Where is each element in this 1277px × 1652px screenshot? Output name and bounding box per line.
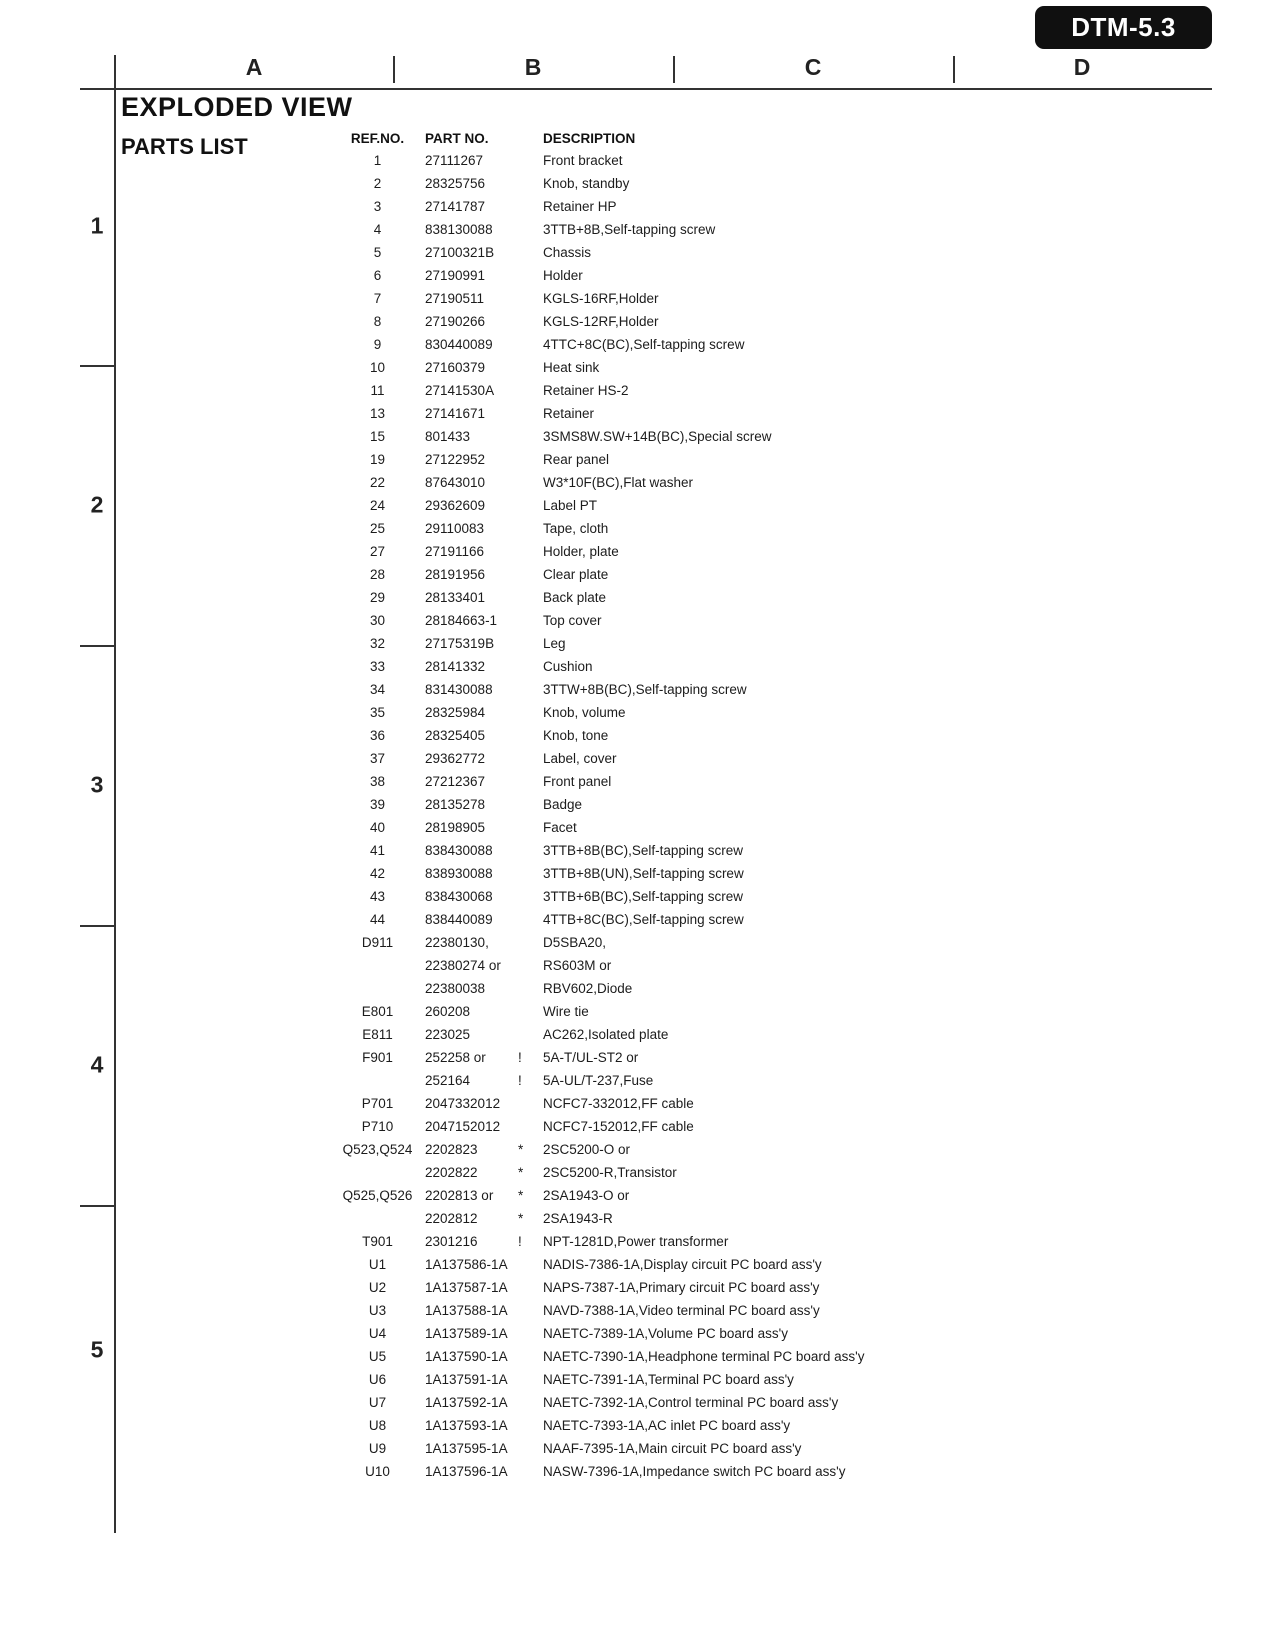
description-cell: 3TTW+8B(BC),Self-tapping screw [543, 682, 747, 697]
grid-row-label: 1 [90, 212, 104, 239]
description-cell: 2SA1943-R [543, 1211, 613, 1226]
ref-no-cell: 29 [369, 590, 386, 605]
ref-no-cell: 30 [369, 613, 386, 628]
part-no-cell: 27212367 [425, 774, 486, 789]
grid-column-label: D [1073, 54, 1091, 80]
ref-no-cell: 6 [373, 268, 382, 283]
grid-column-label: A [245, 54, 263, 80]
part-no-cell: 22380130, [425, 935, 489, 950]
ref-no-cell: 43 [369, 889, 386, 904]
part-no-cell: 27111267 [425, 153, 484, 168]
table-row [330, 586, 1063, 609]
table-row [330, 701, 1063, 724]
part-no-cell: 22380274 or [425, 958, 501, 973]
table-row [330, 609, 1063, 632]
description-cell: Chassis [543, 245, 592, 260]
table-row [330, 1276, 1063, 1299]
ref-no-cell: U8 [368, 1418, 387, 1433]
table-row [330, 1000, 1063, 1023]
ref-no-header: REF.NO. [350, 131, 405, 146]
part-no-cell: 830440089 [425, 337, 493, 352]
flag-cell: * [518, 1165, 524, 1180]
ref-no-cell: 39 [369, 797, 386, 812]
part-no-cell: 1A137586-1A [425, 1257, 508, 1272]
ref-no-cell: U6 [368, 1372, 387, 1387]
grid-row-tick [80, 365, 116, 367]
table-row [330, 356, 1063, 379]
description-cell: 3SMS8W.SW+14B(BC),Special screw [543, 429, 772, 444]
model-badge: DTM-5.3 [1035, 6, 1212, 49]
table-row [330, 1161, 1063, 1184]
table-row [330, 1460, 1063, 1483]
ref-no-cell: 42 [369, 866, 386, 881]
part-no-cell: 27190991 [425, 268, 486, 283]
table-row [330, 218, 1063, 241]
part-no-cell: 27141787 [425, 199, 486, 214]
description-cell: W3*10F(BC),Flat washer [543, 475, 694, 490]
flag-cell: ! [518, 1073, 522, 1088]
description-cell: D5SBA20, [543, 935, 607, 950]
ref-no-cell: 24 [369, 498, 386, 513]
part-no-cell: 22380038 [425, 981, 486, 996]
table-row [330, 1230, 1063, 1253]
description-cell: Label PT [543, 498, 598, 513]
part-no-cell: 1A137588-1A [425, 1303, 508, 1318]
description-cell: Holder [543, 268, 583, 283]
table-row [330, 425, 1063, 448]
grid-row-tick [80, 925, 116, 927]
ref-no-cell: 38 [369, 774, 386, 789]
part-no-cell: 1A137593-1A [425, 1418, 508, 1433]
description-cell: 4TTC+8C(BC),Self-tapping screw [543, 337, 745, 352]
description-cell: 2SC5200-O or [543, 1142, 631, 1157]
description-cell: AC262,Isolated plate [543, 1027, 669, 1042]
ref-no-cell: 22 [369, 475, 386, 490]
description-cell: NAAF-7395-1A,Main circuit PC board ass'y [543, 1441, 802, 1456]
table-row [330, 724, 1063, 747]
table-row [330, 770, 1063, 793]
description-cell: Knob, volume [543, 705, 626, 720]
flag-cell: ! [518, 1050, 522, 1065]
flag-cell: ! [518, 1234, 522, 1249]
description-cell: RBV602,Diode [543, 981, 633, 996]
description-cell: Tape, cloth [543, 521, 609, 536]
description-cell: NAETC-7393-1A,AC inlet PC board ass'y [543, 1418, 791, 1433]
description-cell: NAETC-7391-1A,Terminal PC board ass'y [543, 1372, 794, 1387]
ref-no-cell: E801 [361, 1004, 394, 1019]
ref-no-cell: 5 [373, 245, 382, 260]
ref-no-cell: U4 [368, 1326, 387, 1341]
part-no-cell: 28198905 [425, 820, 486, 835]
table-row [330, 149, 1063, 172]
description-cell: Facet [543, 820, 577, 835]
ref-no-cell: 4 [373, 222, 382, 237]
description-cell: Front bracket [543, 153, 623, 168]
table-row [330, 655, 1063, 678]
table-row [330, 333, 1063, 356]
part-no-cell: 838930088 [425, 866, 493, 881]
description-cell: NAETC-7390-1A,Headphone terminal PC board ass'y [543, 1349, 865, 1364]
part-no-cell: 1A137590-1A [425, 1349, 508, 1364]
part-no-cell: 27190266 [425, 314, 486, 329]
description-cell: 3TTB+8B,Self-tapping screw [543, 222, 716, 237]
description-cell: Front panel [543, 774, 612, 789]
part-no-cell: 831430088 [425, 682, 493, 697]
part-no-cell: 260208 [425, 1004, 471, 1019]
part-no-cell: 29362772 [425, 751, 486, 766]
part-no-cell: 223025 [425, 1027, 471, 1042]
table-row [330, 494, 1063, 517]
table-row [330, 1253, 1063, 1276]
description-cell: Knob, tone [543, 728, 609, 743]
grid-row-label: 4 [90, 1051, 104, 1078]
part-no-cell: 28191956 [425, 567, 486, 582]
part-no-cell: 1A137592-1A [425, 1395, 508, 1410]
part-no-cell: 1A137589-1A [425, 1326, 508, 1341]
description-cell: Heat sink [543, 360, 600, 375]
description-cell: Back plate [543, 590, 607, 605]
table-row [330, 310, 1063, 333]
description-cell: NCFC7-332012,FF cable [543, 1096, 694, 1111]
section-title: PARTS LIST [121, 134, 248, 159]
table-row [330, 264, 1063, 287]
description-cell: Retainer [543, 406, 595, 421]
part-no-cell: 2202812 [425, 1211, 478, 1226]
description-cell: 5A-T/UL-ST2 or [543, 1050, 639, 1065]
table-row [330, 747, 1063, 770]
ref-no-cell: T901 [362, 1234, 393, 1249]
description-cell: Clear plate [543, 567, 609, 582]
ref-no-cell: U5 [368, 1349, 387, 1364]
part-no-cell: 838430088 [425, 843, 493, 858]
table-row [330, 1322, 1063, 1345]
ref-no-cell: 44 [369, 912, 386, 927]
grid-column-separator [673, 56, 675, 83]
ref-no-cell: U2 [368, 1280, 387, 1295]
ref-no-cell: 8 [373, 314, 382, 329]
ref-no-cell: 27 [369, 544, 386, 559]
ref-no-cell: 9 [373, 337, 382, 352]
ref-no-cell: P701 [361, 1096, 394, 1111]
description-cell: 4TTB+8C(BC),Self-tapping screw [543, 912, 744, 927]
part-no-cell: 27141530A [425, 383, 495, 398]
page-title: EXPLODED VIEW [121, 92, 353, 122]
part-no-cell: 27191166 [425, 544, 485, 559]
description-cell: Holder, plate [543, 544, 619, 559]
description-cell: NAVD-7388-1A,Video terminal PC board ass'y [543, 1303, 820, 1318]
flag-header [518, 131, 543, 146]
table-row [330, 908, 1063, 931]
ref-no-cell: D911 [361, 935, 394, 950]
description-cell: NASW-7396-1A,Impedance switch PC board ass'y [543, 1464, 846, 1479]
part-no-cell: 801433 [425, 429, 471, 444]
description-cell: NAPS-7387-1A,Primary circuit PC board ass'y [543, 1280, 820, 1295]
description-cell: 3TTB+6B(BC),Self-tapping screw [543, 889, 743, 904]
table-row [330, 931, 1063, 954]
ref-no-cell: Q523,Q524 [342, 1142, 413, 1157]
table-row [330, 954, 1063, 977]
table-row [330, 839, 1063, 862]
description-cell: NAETC-7392-1A,Control terminal PC board ass'y [543, 1395, 839, 1410]
ref-no-cell: 7 [373, 291, 382, 306]
part-no-cell: 838130088 [425, 222, 493, 237]
description-cell: Rear panel [543, 452, 610, 467]
part-no-cell: 28141332 [425, 659, 486, 674]
ref-no-cell: 13 [369, 406, 386, 421]
part-no-cell: 1A137595-1A [425, 1441, 508, 1456]
part-no-cell: 838430068 [425, 889, 493, 904]
part-no-cell: 27100321B [425, 245, 495, 260]
description-header: DESCRIPTION [543, 131, 636, 146]
description-cell: 2SC5200-R,Transistor [543, 1165, 677, 1180]
description-cell: Knob, standby [543, 176, 630, 191]
grid-row-tick [80, 1205, 116, 1207]
part-no-cell: 29110083 [425, 521, 485, 536]
ref-no-cell: 34 [369, 682, 386, 697]
table-row [330, 517, 1063, 540]
header-rule [80, 88, 1212, 90]
part-no-cell: 2047152012 [425, 1119, 501, 1134]
part-no-cell: 87643010 [425, 475, 486, 490]
table-row [330, 195, 1063, 218]
table-row [330, 448, 1063, 471]
part-no-cell: 27175319B [425, 636, 495, 651]
description-cell: Leg [543, 636, 566, 651]
part-no-cell: 1A137587-1A [425, 1280, 508, 1295]
part-no-cell: 2202823 [425, 1142, 478, 1157]
table-row [330, 678, 1063, 701]
table-row [330, 1368, 1063, 1391]
table-row [330, 816, 1063, 839]
ref-no-cell: 19 [369, 452, 386, 467]
parts-table-header [330, 131, 1063, 146]
table-row [330, 885, 1063, 908]
ref-no-cell: 2 [373, 176, 382, 191]
parts-table-body [330, 149, 1063, 1483]
ref-no-cell: E811 [362, 1027, 393, 1042]
table-row [330, 977, 1063, 1000]
part-no-cell: 838440089 [425, 912, 493, 927]
flag-cell: * [518, 1142, 524, 1157]
part-no-header: PART NO. [425, 131, 489, 146]
grid-column-label: C [804, 54, 822, 80]
ref-no-cell: U7 [368, 1395, 387, 1410]
part-no-cell: 27141671 [425, 406, 486, 421]
table-row [330, 1069, 1063, 1092]
table-row [330, 1207, 1063, 1230]
ref-no-cell: U3 [368, 1303, 387, 1318]
description-cell: NPT-1281D,Power transformer [543, 1234, 729, 1249]
flag-cell: * [518, 1211, 524, 1226]
table-row [330, 1023, 1063, 1046]
table-row [330, 287, 1063, 310]
table-row [330, 1138, 1063, 1161]
table-row [330, 1414, 1063, 1437]
ref-no-cell: 3 [373, 199, 382, 214]
grid-column-separator [953, 56, 955, 83]
left-margin-rule [114, 55, 116, 1533]
table-row [330, 632, 1063, 655]
table-row [330, 1391, 1063, 1414]
table-row [330, 172, 1063, 195]
ref-no-cell: 28 [369, 567, 386, 582]
description-cell: RS603M or [543, 958, 612, 973]
part-no-cell: 2301216 [425, 1234, 478, 1249]
table-row [330, 1184, 1063, 1207]
part-no-cell: 28184663-1 [425, 613, 498, 628]
ref-no-cell: U9 [368, 1441, 387, 1456]
ref-no-cell: 35 [369, 705, 386, 720]
ref-no-cell: 15 [369, 429, 386, 444]
ref-no-cell: Q525,Q526 [342, 1188, 413, 1203]
part-no-cell: 2047332012 [425, 1096, 501, 1111]
table-row [330, 379, 1063, 402]
ref-no-cell: 41 [369, 843, 386, 858]
table-row [330, 540, 1063, 563]
part-no-cell: 27122952 [425, 452, 486, 467]
description-cell: KGLS-12RF,Holder [543, 314, 659, 329]
description-cell: 2SA1943-O or [543, 1188, 630, 1203]
part-no-cell: 27190511 [425, 291, 485, 306]
description-cell: Cushion [543, 659, 593, 674]
ref-no-cell: 40 [369, 820, 386, 835]
part-no-cell: 27160379 [425, 360, 486, 375]
ref-no-cell: U1 [368, 1257, 387, 1272]
ref-no-cell: 33 [369, 659, 386, 674]
ref-no-cell: 37 [369, 751, 386, 766]
table-row [330, 402, 1063, 425]
ref-no-cell: F901 [362, 1050, 393, 1065]
description-cell: Top cover [543, 613, 602, 628]
part-no-cell: 2202822 [425, 1165, 478, 1180]
description-cell: Label, cover [543, 751, 617, 766]
grid-row-label: 2 [90, 491, 104, 518]
description-cell: Wire tie [543, 1004, 589, 1019]
grid-column-label: B [524, 54, 542, 80]
grid-row-tick [80, 645, 116, 647]
table-row [330, 1115, 1063, 1138]
ref-no-cell: 25 [369, 521, 386, 536]
part-no-cell: 2202813 or [425, 1188, 494, 1203]
description-cell: KGLS-16RF,Holder [543, 291, 659, 306]
ref-no-cell: 36 [369, 728, 386, 743]
description-cell: Badge [543, 797, 583, 812]
ref-no-cell: 1 [373, 153, 382, 168]
part-no-cell: 252164 [425, 1073, 471, 1088]
table-row [330, 862, 1063, 885]
table-row [330, 793, 1063, 816]
grid-row-label: 5 [90, 1336, 104, 1363]
part-no-cell: 252258 or [425, 1050, 486, 1065]
ref-no-cell: 10 [369, 360, 386, 375]
ref-no-cell: 32 [369, 636, 386, 651]
table-row [330, 1092, 1063, 1115]
part-no-cell: 28135278 [425, 797, 486, 812]
table-row [330, 241, 1063, 264]
ref-no-cell: U10 [365, 1464, 390, 1479]
part-no-cell: 28133401 [425, 590, 486, 605]
grid-row-label: 3 [90, 771, 104, 798]
description-cell: Retainer HP [543, 199, 617, 214]
ref-no-cell: 11 [370, 383, 385, 398]
description-cell: 5A-UL/T-237,Fuse [543, 1073, 654, 1088]
description-cell: 3TTB+8B(BC),Self-tapping screw [543, 843, 743, 858]
table-row [330, 1437, 1063, 1460]
part-no-cell: 29362609 [425, 498, 486, 513]
flag-cell: * [518, 1188, 524, 1203]
part-no-cell: 1A137596-1A [425, 1464, 508, 1479]
part-no-cell: 1A137591-1A [425, 1372, 508, 1387]
table-row [330, 471, 1063, 494]
part-no-cell: 28325984 [425, 705, 486, 720]
table-row [330, 1299, 1063, 1322]
part-no-cell: 28325756 [425, 176, 486, 191]
description-cell: Retainer HS-2 [543, 383, 629, 398]
table-row [330, 563, 1063, 586]
description-cell: 3TTB+8B(UN),Self-tapping screw [543, 866, 744, 881]
part-no-cell: 28325405 [425, 728, 486, 743]
table-row [330, 1345, 1063, 1368]
grid-column-separator [393, 56, 395, 83]
description-cell: NAETC-7389-1A,Volume PC board ass'y [543, 1326, 788, 1341]
table-row [330, 1046, 1063, 1069]
ref-no-cell: P710 [361, 1119, 394, 1134]
description-cell: NADIS-7386-1A,Display circuit PC board ass'y [543, 1257, 822, 1272]
description-cell: NCFC7-152012,FF cable [543, 1119, 694, 1134]
